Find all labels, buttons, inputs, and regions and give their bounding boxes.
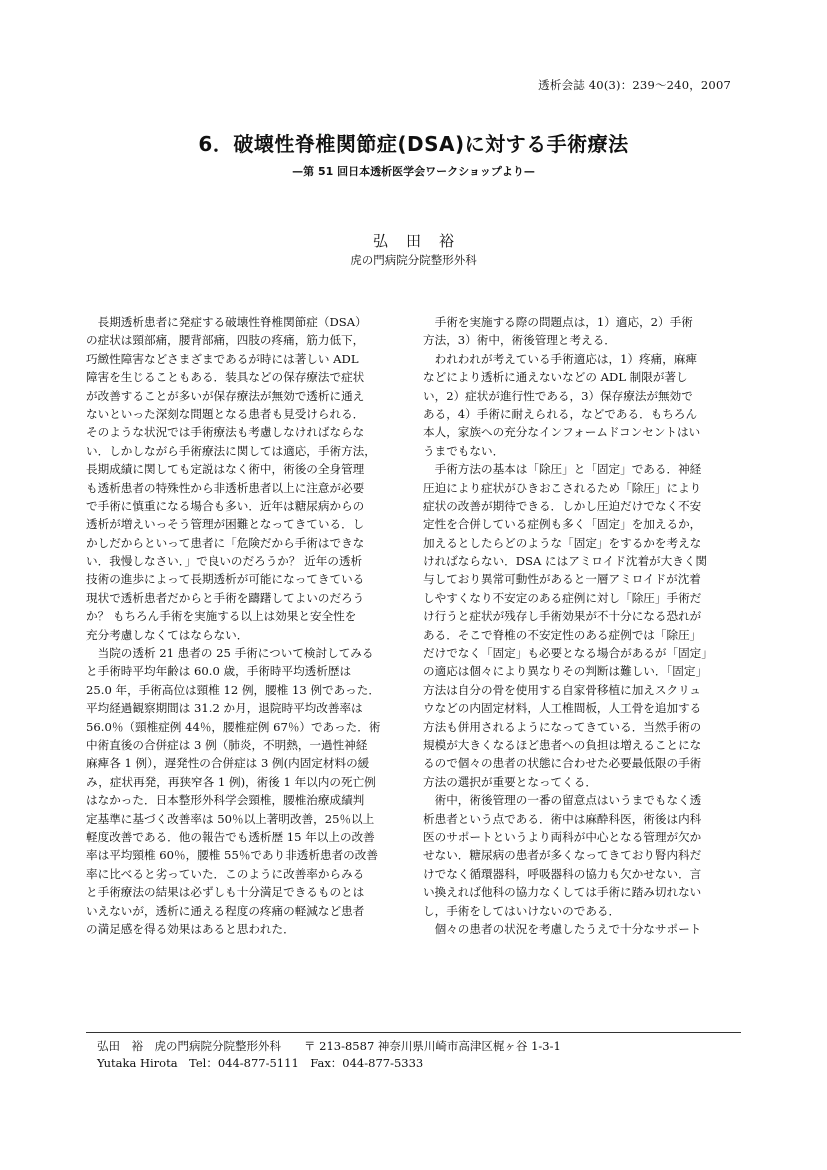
- body-text-line: などにより透析に通えないなどの ADL 制限が著し: [423, 370, 688, 385]
- body-text-line: われわれが考えている手術適応は，1）疼痛，麻痺: [423, 351, 698, 366]
- body-text-line: うまでもない．: [423, 443, 505, 458]
- body-text-line: 巧緻性障害などさまざまであるが時には著しい ADL: [86, 351, 359, 366]
- body-text-line: も透析患者の特殊性から非透析患者以上に注意が必要: [86, 480, 365, 495]
- body-text-line: け行うと症状が残存し手術効果が不十分になる恐れが: [423, 609, 702, 624]
- body-text-line: 平均経過観察期間は 31.2 か月，退院時平均改善率は: [86, 701, 363, 716]
- body-text-line: 定基準に基づく改善率は 50％以上著明改善，25％以上: [86, 811, 375, 826]
- body-text-line: だけでなく「固定」も必要となる場合があるが「固定」: [423, 646, 713, 661]
- body-text-line: 25.0 年，手術高位は頸椎 12 例，腰椎 13 例であった．: [86, 682, 380, 697]
- body-text-line: せない．糖尿病の患者が多くなってきており腎内科だ: [423, 848, 702, 863]
- body-text-line: 方法，3）術中，術後管理と考える．: [423, 333, 616, 348]
- body-text-line: ウなどの内固定材料，人工椎間板，人工骨を追加する: [423, 701, 702, 716]
- body-text-line: の適応は個々により異なりその判断は難しい．「固定」: [423, 664, 708, 679]
- author-affiliation: 虎の門病院分院整形外科: [350, 253, 477, 267]
- body-text-line: しやすくなり不安定のある症例に対し「除圧」手術だ: [423, 590, 702, 605]
- body-text-line: ある．そこで脊椎の不安定性のある症例では「除圧」: [423, 627, 702, 642]
- body-text-line: み，症状再発，再狭窄各 1 例)，術後 1 年以内の死亡例: [86, 774, 376, 789]
- body-text-line: し，手術をしてはいけないのである．: [423, 903, 621, 918]
- body-text-line: 56.0％（頸椎症例 44％，腰椎症例 67％）であった．術: [86, 719, 381, 734]
- author-name: 弘田裕: [372, 232, 472, 250]
- article-title: 6．破壊性脊椎関節症(DSA)に対する手術療法: [198, 132, 629, 156]
- body-text-line: 与しており異常可動性があると一層アミロイドが沈着: [423, 572, 701, 587]
- body-text-line: と手術時平均年齢は 60.0 歳，手術時平均透析歴は: [86, 664, 352, 679]
- body-column-right: [423, 313, 741, 938]
- body-text-line: と手術療法の結果は必ずしも十分満足できるものとは: [86, 885, 365, 900]
- footer-contact: Yutaka Hirota Tel：044-877-5111 Fax：044-877-5333: [97, 1056, 424, 1070]
- body-text-line: 長期透析患者に発症する破壊性脊椎関節症（DSA）: [86, 315, 367, 329]
- body-text-line: で手術に慎重になる場合も多い．近年は糖尿病からの: [86, 498, 365, 513]
- footer-address: 弘田 裕 虎の門病院分院整形外科 〒 213-8587 神奈川県川崎市高津区梶ヶ谷 1-3-1: [97, 1039, 561, 1053]
- journal-reference: 透析会誌 40(3)：239〜240，2007: [538, 78, 731, 92]
- body-text-line: かしだからといって患者に「危険だから手術はできな: [86, 535, 365, 550]
- body-text-line: の症状は頸部痛，腰背部痛，四肢の疼痛，筋力低下，: [86, 333, 365, 348]
- body-text-line: 方法の選択が重要となってくる．: [423, 774, 597, 789]
- body-text-line: ないといった深刻な問題となる患者も見受けられる．: [86, 406, 365, 421]
- body-text-line: 障害を生じることもある．装具などの保存療法で症状: [86, 370, 365, 385]
- body-text-line: 率は平均頸椎 60％，腰椎 55％であり非透析患者の改善: [86, 848, 378, 863]
- body-text-line: 析患者という点である．術中は麻酔科医，術後は内科: [423, 811, 702, 826]
- body-text-line: 症状の改善が期待できる．しかし圧迫だけでなく不安: [423, 498, 702, 513]
- body-text-line: の満足感を得る効果はあると思われた．: [86, 921, 295, 936]
- body-text-line: 率に比べると劣っていた．このように改善率からみる: [86, 866, 365, 881]
- body-text-line: い換えれば他科の協力なくしては手術に踏み切れない: [423, 885, 702, 900]
- body-text-line: ある，4）手術に耐えられる，などである．もちろん: [423, 406, 698, 421]
- body-text-line: 本人，家族への充分なインフォームドコンセントはい: [423, 425, 701, 440]
- body-text-line: 方法も併用されるようになってきている．当然手術の: [423, 719, 702, 734]
- body-text-line: けでなく循環器科，呼吸器科の協力も欠かせない．言: [423, 866, 702, 881]
- body-text-line: 充分考慮しなくてはならない．: [86, 627, 249, 642]
- body-text-line: い．しかしながら手術療法に関しては適応，手術方法，: [86, 443, 376, 458]
- body-text-line: い，2）症状が進行性である，3）保存療法が無効で: [423, 388, 693, 403]
- body-column-left: [86, 313, 404, 938]
- body-text-line: 術中，術後管理の一番の留意点はいうまでもなく透: [423, 793, 702, 808]
- body-text-line: 定性を合併している症例も多く「固定」を加えるか，: [423, 517, 702, 532]
- body-text-line: 中術直後の合併症は 3 例（肺炎，不明熱，一過性神経: [86, 737, 368, 752]
- body-text-line: 規模が大きくなるほど患者への負担は増えることにな: [423, 737, 702, 752]
- body-text-line: い．我慢しなさい．」で良いのだろうか？ 近年の透析: [86, 554, 363, 569]
- body-text-line: 長期成績に関しても定説はなく術中，術後の全身管理: [86, 462, 365, 477]
- body-text-line: いえないが，透析に通える程度の疼痛の軽減など患者: [86, 903, 365, 918]
- body-text-line: 個々の患者の状況を考慮したうえで十分なサポート: [423, 921, 702, 936]
- body-text-line: か？ もちろん手術を実施する以上は効果と安全性を: [86, 609, 357, 624]
- body-text-line: 軽度改善である．他の報告でも透析歴 15 年以上の改善: [86, 829, 375, 844]
- body-text-line: 医のサポートというより両科が中心となる管理が欠か: [423, 829, 702, 844]
- body-text-line: るので個々の患者の状態に合わせた必要最低限の手術: [423, 756, 702, 771]
- body-text-line: 圧迫により症状がひきおこされるため「除圧」により: [423, 480, 702, 495]
- body-text-line: はなかった．日本整形外科学会頸椎，腰椎治療成績判: [86, 793, 365, 808]
- body-text-line: 透析が増えいっそう管理が困難となってきている．し: [86, 517, 365, 532]
- body-text-line: 麻痺各 1 例），遅発性の合併症は 3 例(内固定材料の緩: [86, 756, 370, 771]
- body-text-line: そのような状況では手術療法も考慮しなければならな: [86, 425, 365, 440]
- body-text-line: 技術の進歩によって長期透析が可能になってきている: [86, 572, 365, 587]
- body-text-line: が改善することが多いが保存療法が無効で透析に通え: [86, 388, 365, 403]
- body-text-line: 当院の透析 21 患者の 25 手術について検討してみる: [86, 646, 374, 661]
- body-text-line: ければならない．DSA にはアミロイド沈着が大きく関: [423, 554, 708, 569]
- body-text-line: 方法は自分の骨を使用する自家骨移植に加えスクリュ: [423, 682, 701, 697]
- article-subtitle: —第 51 回日本透析医学会ワークショップより—: [292, 165, 535, 178]
- body-text-line: 加えるとしたらどのような「固定」をするかを考えな: [423, 535, 702, 550]
- footer-divider: [86, 1032, 741, 1033]
- body-text-line: 手術を実施する際の問題点は，1）適応，2）手術: [423, 315, 693, 329]
- body-text-line: 手術方法の基本は「除圧」と「固定」である．神経: [423, 462, 702, 477]
- body-text-line: 現状で透析患者だからと手術を躊躇してよいのだろう: [86, 590, 365, 605]
